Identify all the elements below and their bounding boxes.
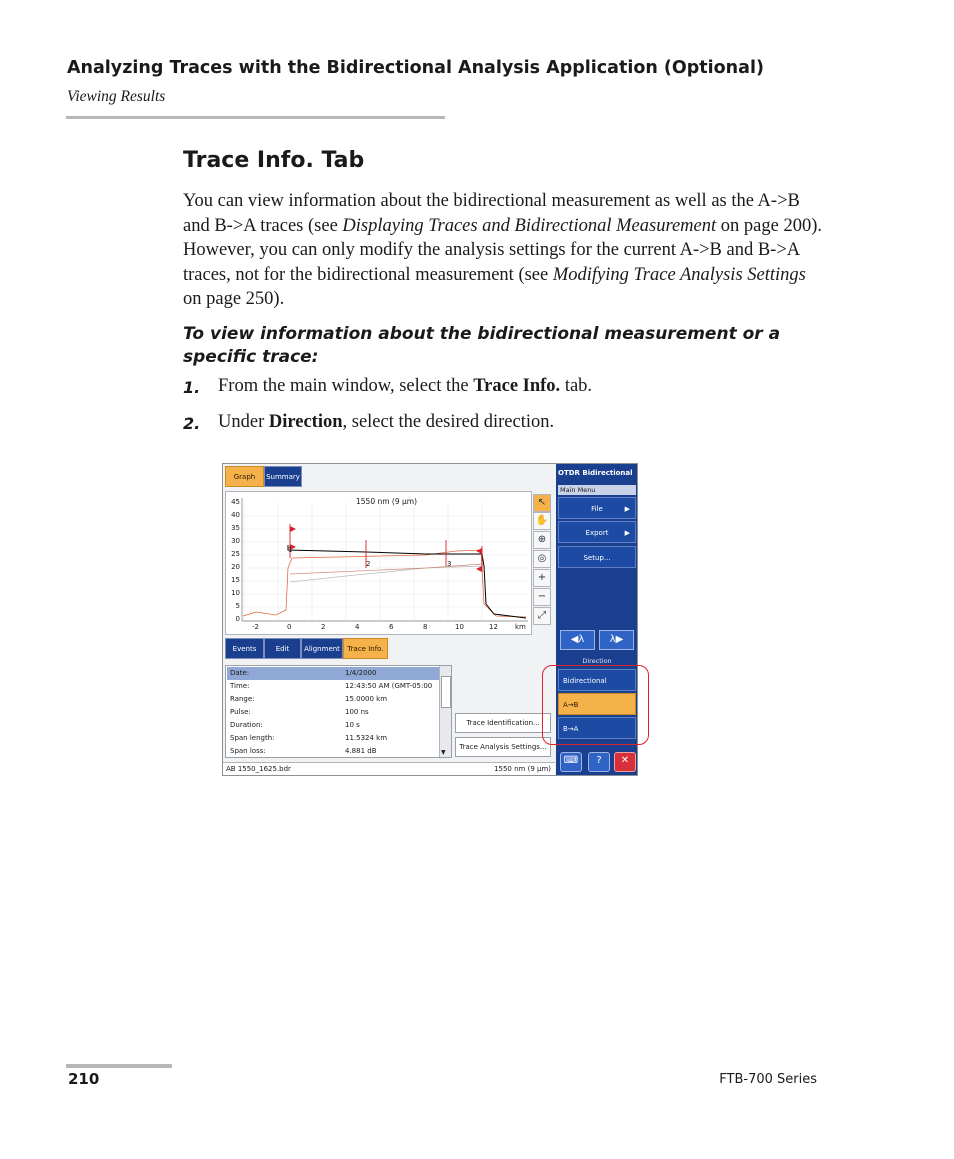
step-1: 1. From the main window, select the Trace Info. tab. bbox=[183, 376, 593, 397]
pointer-tool-icon[interactable]: ↖ bbox=[533, 494, 551, 512]
page-number: 210 bbox=[68, 1070, 100, 1088]
trace-analysis-settings-button[interactable]: Trace Analysis Settings... bbox=[455, 737, 551, 757]
status-wavelength: 1550 nm (9 µm) bbox=[494, 765, 551, 773]
zoom-out-icon[interactable]: − bbox=[533, 588, 551, 606]
next-wavelength-button[interactable]: λ▶ bbox=[599, 630, 634, 650]
app-title: OTDR Bidirectional bbox=[558, 469, 633, 477]
event-label: 3 bbox=[447, 560, 452, 568]
x-tick: 6 bbox=[389, 623, 394, 631]
status-filename: AB 1550_1625.bdr bbox=[226, 765, 291, 773]
x-tick: -2 bbox=[252, 623, 259, 631]
trace-info-list[interactable] bbox=[225, 665, 452, 758]
x-tick: 12 bbox=[489, 623, 498, 631]
menu-item-setup[interactable]: Setup... bbox=[558, 546, 636, 568]
chevron-right-icon: ▶ bbox=[624, 505, 630, 513]
x-unit: km bbox=[515, 623, 526, 631]
tab-events[interactable]: Events bbox=[225, 638, 264, 659]
table-row[interactable]: Span loss: 4.881 dB bbox=[230, 747, 377, 755]
keyboard-icon[interactable]: ⌨ bbox=[560, 752, 582, 772]
scrollbar[interactable] bbox=[439, 666, 451, 757]
table-row[interactable]: Pulse: 100 ns bbox=[230, 708, 369, 716]
trace-identification-button[interactable]: Trace Identification... bbox=[455, 713, 551, 733]
graph-title: 1550 nm (9 µm) bbox=[356, 497, 417, 506]
hand-tool-icon[interactable]: ✋ bbox=[533, 512, 551, 530]
status-bar bbox=[223, 762, 555, 776]
running-header-subtitle: Viewing Results bbox=[67, 88, 166, 105]
direction-b-to-a[interactable]: B→A bbox=[558, 717, 636, 739]
event-label: 2 bbox=[366, 560, 371, 568]
step-2: 2. Under Direction, select the desired direction. bbox=[183, 412, 555, 433]
procedure-title: To view information about the bidirectional measurement or a specific trace: bbox=[183, 324, 781, 367]
menu-item-export[interactable]: Export ▶ bbox=[558, 521, 636, 543]
step-number: 2. bbox=[183, 414, 201, 433]
zoom-in-icon[interactable]: + bbox=[533, 569, 551, 587]
product-series: FTB-700 Series bbox=[719, 1072, 817, 1087]
xref-displaying-traces[interactable]: Displaying Traces and Bidirectional Measurement bbox=[342, 215, 717, 236]
header-rule bbox=[66, 116, 445, 119]
direction-a-to-b[interactable]: A→B bbox=[558, 693, 636, 715]
tab-edit[interactable]: Edit bbox=[264, 638, 301, 659]
intro-paragraph: You can view information about the bidirectional measurement as well as the A->B and B->A traces (see Displaying Traces and Bidirectional Measurement on page 200). However, you can only modify the analysis settings for the current A->B and B->A traces, not for the bidirectional measurement (see Modifying Trace Analysis Settings on page 250). bbox=[183, 191, 822, 309]
tab-trace-info[interactable]: Trace Info. bbox=[343, 638, 388, 659]
table-row[interactable]: Span length: 11.5324 km bbox=[230, 734, 388, 742]
direction-bidirectional[interactable]: Bidirectional bbox=[558, 669, 636, 691]
prev-wavelength-button[interactable]: ◀λ bbox=[560, 630, 595, 650]
full-view-icon[interactable]: ⤢ bbox=[533, 607, 551, 625]
x-tick: 2 bbox=[321, 623, 326, 631]
table-row[interactable]: Time: 12:43:50 AM (GMT-05:00 bbox=[230, 682, 433, 690]
table-row[interactable]: Date: 1/4/2000 bbox=[227, 667, 439, 680]
help-icon[interactable]: ? bbox=[588, 752, 610, 772]
tab-summary[interactable]: Summary bbox=[264, 466, 302, 487]
main-menu-label: Main Menu bbox=[558, 485, 636, 495]
direction-label: Direction bbox=[582, 657, 612, 665]
x-tick: 4 bbox=[355, 623, 360, 631]
zoom-area-icon[interactable]: ⊕ bbox=[533, 531, 551, 549]
section-title: Trace Info. Tab bbox=[183, 148, 365, 173]
trace-graph[interactable] bbox=[225, 491, 532, 635]
step-number: 1. bbox=[183, 378, 201, 397]
running-header-title: Analyzing Traces with the Bidirectional Analysis Application (Optional) bbox=[67, 58, 764, 78]
tab-graph[interactable]: Graph bbox=[225, 466, 264, 487]
close-icon[interactable]: ✕ bbox=[614, 752, 636, 772]
direction-highlight-callout bbox=[542, 665, 649, 745]
zoom-fit-icon[interactable]: ◎ bbox=[533, 550, 551, 568]
table-row[interactable]: Range: 15.0000 km bbox=[230, 695, 388, 703]
event-label: 1 bbox=[288, 546, 293, 554]
xref-modifying-settings[interactable]: Modifying Trace Analysis Settings bbox=[552, 264, 806, 285]
tab-alignment[interactable]: Alignment bbox=[301, 638, 343, 659]
x-tick: 10 bbox=[455, 623, 464, 631]
table-row[interactable]: Duration: 10 s bbox=[230, 721, 360, 729]
x-tick: 8 bbox=[423, 623, 428, 631]
footer-rule bbox=[66, 1064, 172, 1068]
scrollbar-thumb[interactable] bbox=[441, 676, 451, 708]
menu-item-file[interactable]: File ▶ bbox=[558, 497, 636, 519]
chevron-right-icon: ▶ bbox=[624, 529, 630, 537]
scroll-down-icon[interactable]: ▼ bbox=[441, 749, 446, 756]
x-tick: 0 bbox=[287, 623, 292, 631]
y-axis-ticks: 45 40 35 30 25 20 15 10 5 0 bbox=[231, 498, 240, 623]
